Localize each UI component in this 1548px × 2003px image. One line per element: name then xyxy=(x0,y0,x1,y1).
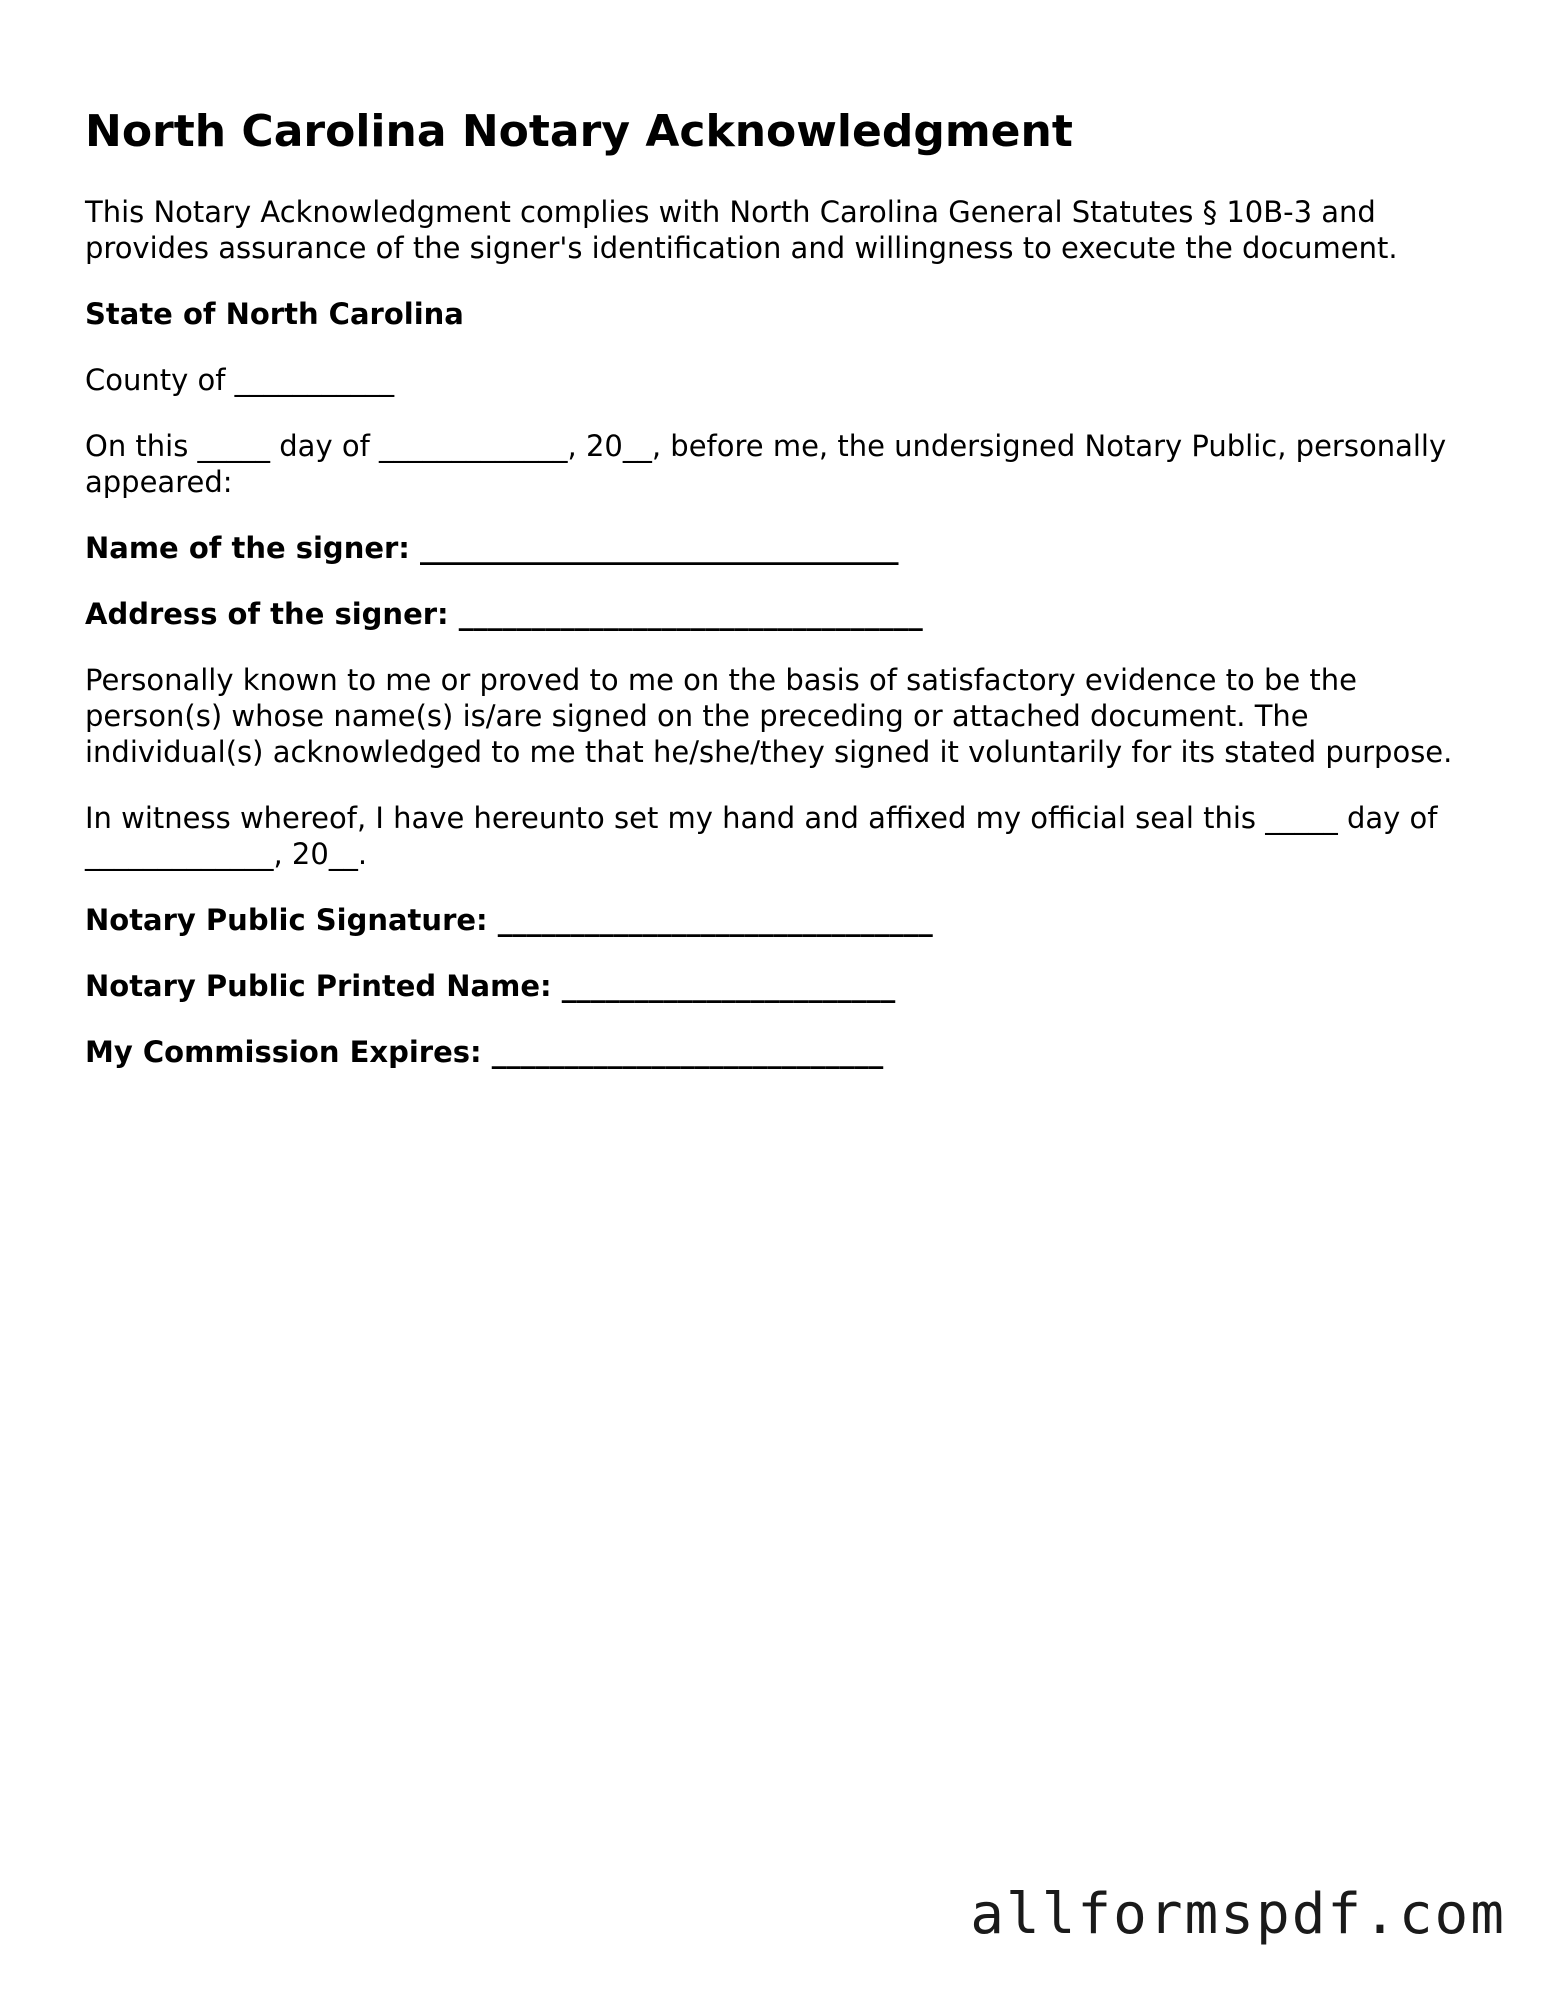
evidence-paragraph: Personally known to me or proved to me on the basis of satisfactory evidence to be the person(s) whose name(s) is/are signed on the preceding or attached document. The individual(s) acknowledged to me that he/she/they signed it voluntarily for its stated purpose. xyxy=(85,663,1453,769)
watermark-text: allformspdf.com xyxy=(970,1882,1506,1947)
signer-address-line: Address of the signer: ________________________________ xyxy=(85,597,923,631)
witness-paragraph: In witness whereof, I have hereunto set my hand and affixed my official seal this _____ day of _____________, 20__. xyxy=(85,801,1438,871)
intro-paragraph: This Notary Acknowledgment complies with North Carolina General Statutes § 10B-3 and provides assurance of the signer's identification and willingness to execute the document. xyxy=(85,195,1398,265)
appearance-line: On this _____ day of _____________, 20__, before me, the undersigned Notary Public, personally appeared: xyxy=(85,429,1447,499)
document-title: North Carolina Notary Acknowledgment xyxy=(85,106,1073,157)
notary-signature-line: Notary Public Signature: ______________________________ xyxy=(85,903,933,937)
notary-printed-name-line: Notary Public Printed Name: _______________________ xyxy=(85,969,896,1003)
state-heading: State of North Carolina xyxy=(85,297,464,331)
signer-name-line: Name of the signer: _________________________________ xyxy=(85,531,899,565)
document-page xyxy=(85,104,1465,1100)
county-line: County of ___________ xyxy=(85,363,395,397)
commission-expires-line: My Commission Expires: ___________________________ xyxy=(85,1035,884,1069)
